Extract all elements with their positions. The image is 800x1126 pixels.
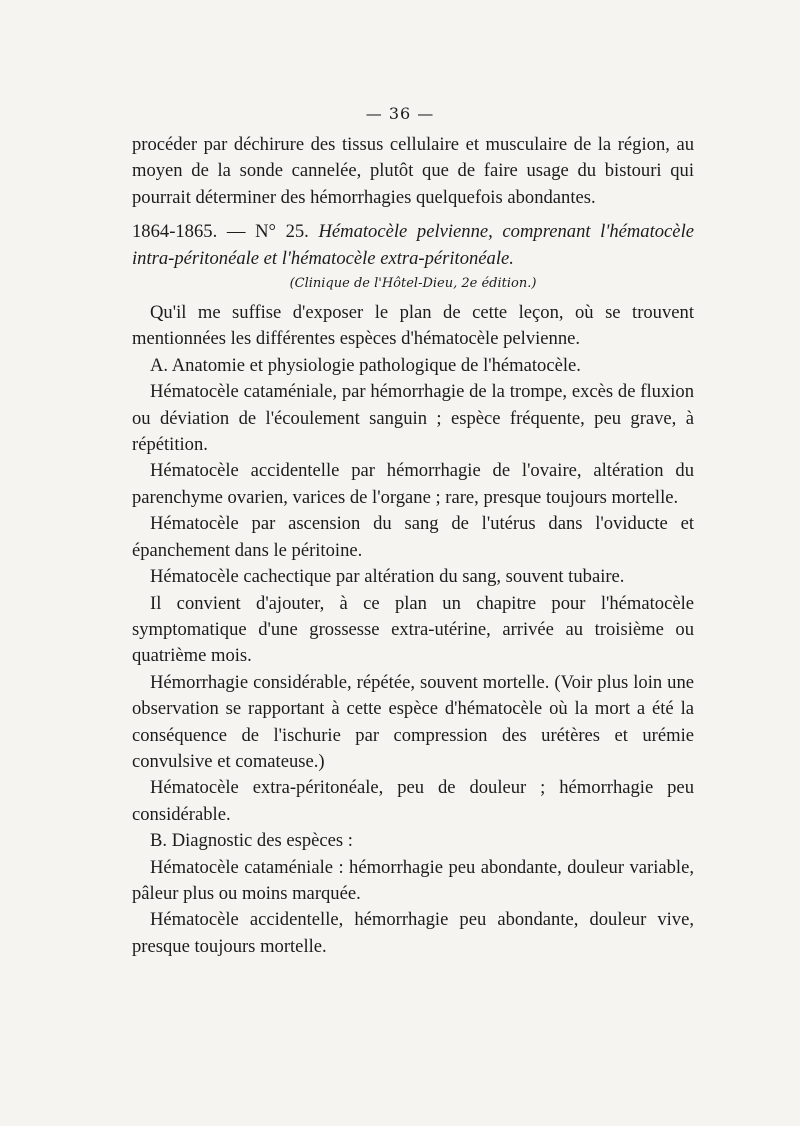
section-heading-number: 1864-1865. — N° 25. [132,221,309,243]
section-heading-title: Hématocèle pelvienne, comprenant l'hématocèle intra-péritonéale et l'hématocèle extra-péritonéale. [132,221,694,269]
page-number: — 36 — [365,104,435,123]
paragraph: Qu'il me suffise d'exposer le plan de cette leçon, où se trouvent mentionnées les différentes espèces d'hématocèle pelvienne. [132,302,694,350]
paragraph: Il convient d'ajouter, à ce plan un chapitre pour l'hématocèle symptomatique d'une grossesse extra-utérine, arrivée au troisième ou quatrième mois. [132,592,694,667]
paragraph: Hématocèle accidentelle, hémorrhagie peu abondante, douleur vive, presque toujours mortelle. [132,909,694,957]
paragraph: Hématocèle accidentelle par hémorrhagie de l'ovaire, altération du parenchyme ovarien, varices de l'organe ; rare, presque toujours mortelle. [132,460,694,508]
paragraph-continuation: procéder par déchirure des tissus cellulaire et musculaire de la région, au moyen de la sonde cannelée, plutôt que de faire usage du bistouri qui pourrait déterminer des hémorrhagies quelquefois abondantes. [132,134,694,208]
paragraph: Hématocèle extra-péritonéale, peu de douleur ; hémorrhagie peu considérable. [132,777,694,825]
paragraph: Hématocèle cataméniale : hémorrhagie peu abondante, douleur variable, pâleur plus ou moins marquée. [132,856,694,904]
page-body [132,132,694,960]
paragraph: Hémorrhagie considérable, répétée, souvent mortelle. (Voir plus loin une observation se rapportant à cette espèce d'hématocèle où la mort a été la conséquence de l'ischurie par compression des urétères et urémie convulsive et comateuse.) [132,671,694,772]
paragraph: A. Anatomie et physiologie pathologique de l'hématocèle. [150,354,581,376]
citation: (Clinique de l'Hôtel-Dieu, 2e édition.) [289,276,537,292]
paragraph: Hématocèle cachectique par altération du sang, souvent tubaire. [150,566,625,588]
paragraph: B. Diagnostic des espèces : [150,830,353,852]
section-heading [132,219,694,272]
paragraph: Hématocèle cataméniale, par hémorrhagie de la trompe, excès de fluxion ou déviation de l'écoulement sanguin ; espèce fréquente, peu grave, à répétition. [132,381,694,456]
paragraph: Hématocèle par ascension du sang de l'utérus dans l'oviducte et épanchement dans le péritoine. [132,513,694,561]
